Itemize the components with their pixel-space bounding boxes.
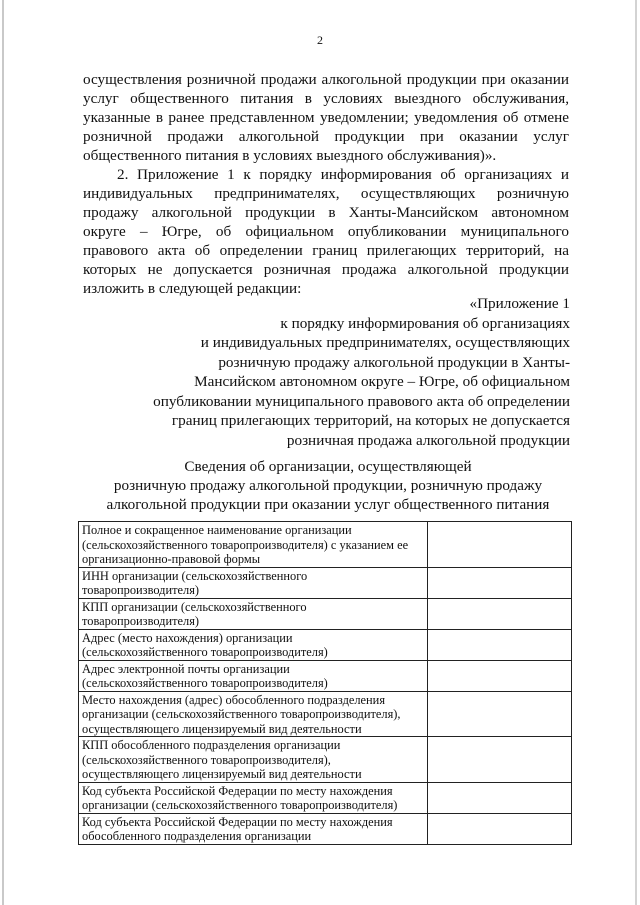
appendix-line: Мансийском автономном округе – Югре, об официальном bbox=[194, 373, 570, 390]
field-label-line: (сельскохозяйственного товаропроизводителя) bbox=[82, 676, 328, 690]
text-line: продажу алкогольной продукции в Ханты-Мансийском автономном bbox=[83, 204, 569, 221]
field-value-cell[interactable] bbox=[428, 737, 572, 783]
field-label-line: ИНН организации (сельскохозяйственного bbox=[82, 568, 308, 583]
field-label-line: организации (сельскохозяйственного товаропроизводителя) bbox=[82, 798, 398, 812]
page-edge-right bbox=[635, 0, 637, 905]
text-line: общественного питания в условиях выездного обслуживания)». bbox=[83, 147, 497, 164]
text-line: правового акта об определении границ прилегающих территорий, на bbox=[83, 242, 569, 259]
page-edge-left bbox=[2, 0, 4, 905]
organization-info-table bbox=[78, 521, 572, 845]
text-line: которых не допускается розничная продажа алкогольной продукции bbox=[83, 261, 569, 278]
form-title bbox=[83, 457, 573, 514]
table-row bbox=[79, 782, 572, 813]
field-label-line: Место нахождения (адрес) обособленного подразделения bbox=[82, 692, 386, 707]
field-label-line: обособленного подразделения организации bbox=[82, 829, 312, 843]
field-label-line: КПП организации (сельскохозяйственного bbox=[82, 599, 307, 614]
table-row bbox=[79, 629, 572, 660]
appendix-line: розничная продажа алкогольной продукции bbox=[286, 431, 570, 449]
title-line: Сведения об организации, осуществляющей bbox=[184, 458, 472, 475]
table-row bbox=[79, 598, 572, 629]
title-line: розничную продажу алкогольной продукции, розничную продажу bbox=[113, 477, 543, 494]
field-label-line: КПП обособленного подразделения организации bbox=[82, 738, 341, 752]
text-line: индивидуальных предпринимателях, осуществляющих розничную bbox=[83, 185, 569, 202]
body-text bbox=[83, 70, 569, 298]
appendix-line: и индивидуальных предпринимателях, осуществляющих bbox=[200, 334, 570, 351]
appendix-line: границ прилегающих территорий, на которых не допускается bbox=[171, 412, 570, 429]
appendix-line: «Приложение 1 bbox=[469, 295, 570, 312]
text-line: округе – Югре, об официальном опубликовании муниципального bbox=[83, 223, 569, 240]
field-label bbox=[79, 782, 428, 813]
field-label bbox=[79, 522, 428, 568]
field-label-line: организационно-правовой формы bbox=[82, 552, 261, 566]
field-label-line: (сельскохозяйственного товаропроизводителя) с указанием ее bbox=[82, 537, 409, 552]
text-line: указанные в ранее представленном уведомлении; уведомления об отмене bbox=[83, 109, 569, 126]
field-label bbox=[79, 813, 428, 844]
field-value-cell[interactable] bbox=[428, 629, 572, 660]
field-label-line: Адрес электронной почты организации bbox=[82, 661, 290, 676]
field-label-line: организации (сельскохозяйственного товаропроизводителя), bbox=[82, 707, 401, 721]
field-label-line: осуществляющего лицензируемый вид деятельности bbox=[82, 721, 362, 736]
table-row bbox=[79, 737, 572, 783]
field-value-cell[interactable] bbox=[428, 567, 572, 598]
text-line: осуществления розничной продажи алкогольной продукции при оказании bbox=[83, 71, 569, 88]
field-label-line: Код субъекта Российской Федерации по месту нахождения bbox=[82, 814, 393, 829]
table-row bbox=[79, 691, 572, 737]
field-label-line: Код субъекта Российской Федерации по месту нахождения bbox=[82, 783, 393, 798]
field-label bbox=[79, 660, 428, 691]
field-value-cell[interactable] bbox=[428, 660, 572, 691]
form-table-wrapper bbox=[78, 521, 572, 845]
text-line: услуг общественного питания в условиях выездного обслуживания, bbox=[83, 90, 569, 107]
field-label-line: (сельскохозяйственного товаропроизводителя), bbox=[82, 752, 331, 767]
field-value-cell[interactable] bbox=[428, 691, 572, 737]
text-line: розничной продажи алкогольной продукции при оказании услуг bbox=[83, 128, 569, 145]
paragraph-1 bbox=[83, 70, 569, 165]
field-label bbox=[79, 629, 428, 660]
field-label-line: товаропроизводителя) bbox=[82, 583, 200, 597]
text-line: 2. Приложение 1 к порядку информирования об организациях и bbox=[117, 166, 569, 183]
table-row bbox=[79, 660, 572, 691]
table-row bbox=[79, 813, 572, 844]
appendix-header bbox=[150, 294, 570, 450]
field-value-cell[interactable] bbox=[428, 522, 572, 568]
paragraph-2 bbox=[83, 165, 569, 298]
field-label-line: товаропроизводителя) bbox=[82, 614, 200, 628]
field-value-cell[interactable] bbox=[428, 782, 572, 813]
appendix-line: к порядку информирования об организациях bbox=[280, 314, 570, 332]
table-row bbox=[79, 567, 572, 598]
text-line: изложить в следующей редакции: bbox=[83, 280, 302, 297]
field-label bbox=[79, 567, 428, 598]
field-label-line: Адрес (место нахождения) организации bbox=[82, 630, 293, 645]
table-row bbox=[79, 522, 572, 568]
field-label bbox=[79, 691, 428, 737]
field-label bbox=[79, 598, 428, 629]
field-label-line: (сельскохозяйственного товаропроизводителя) bbox=[82, 645, 328, 659]
page-number: 2 bbox=[317, 33, 323, 47]
field-value-cell[interactable] bbox=[428, 598, 572, 629]
appendix-line: опубликовании муниципального правового акта об определении bbox=[153, 392, 570, 410]
appendix-line: розничную продажу алкогольной продукции в Ханты- bbox=[218, 353, 570, 371]
field-label-line: осуществляющего лицензируемый вид деятельности bbox=[82, 767, 362, 781]
field-value-cell[interactable] bbox=[428, 813, 572, 844]
field-label-line: Полное и сокращенное наименование организации bbox=[82, 523, 352, 537]
title-line: алкогольной продукции при оказании услуг общественного питания bbox=[106, 496, 550, 513]
field-label bbox=[79, 737, 428, 783]
